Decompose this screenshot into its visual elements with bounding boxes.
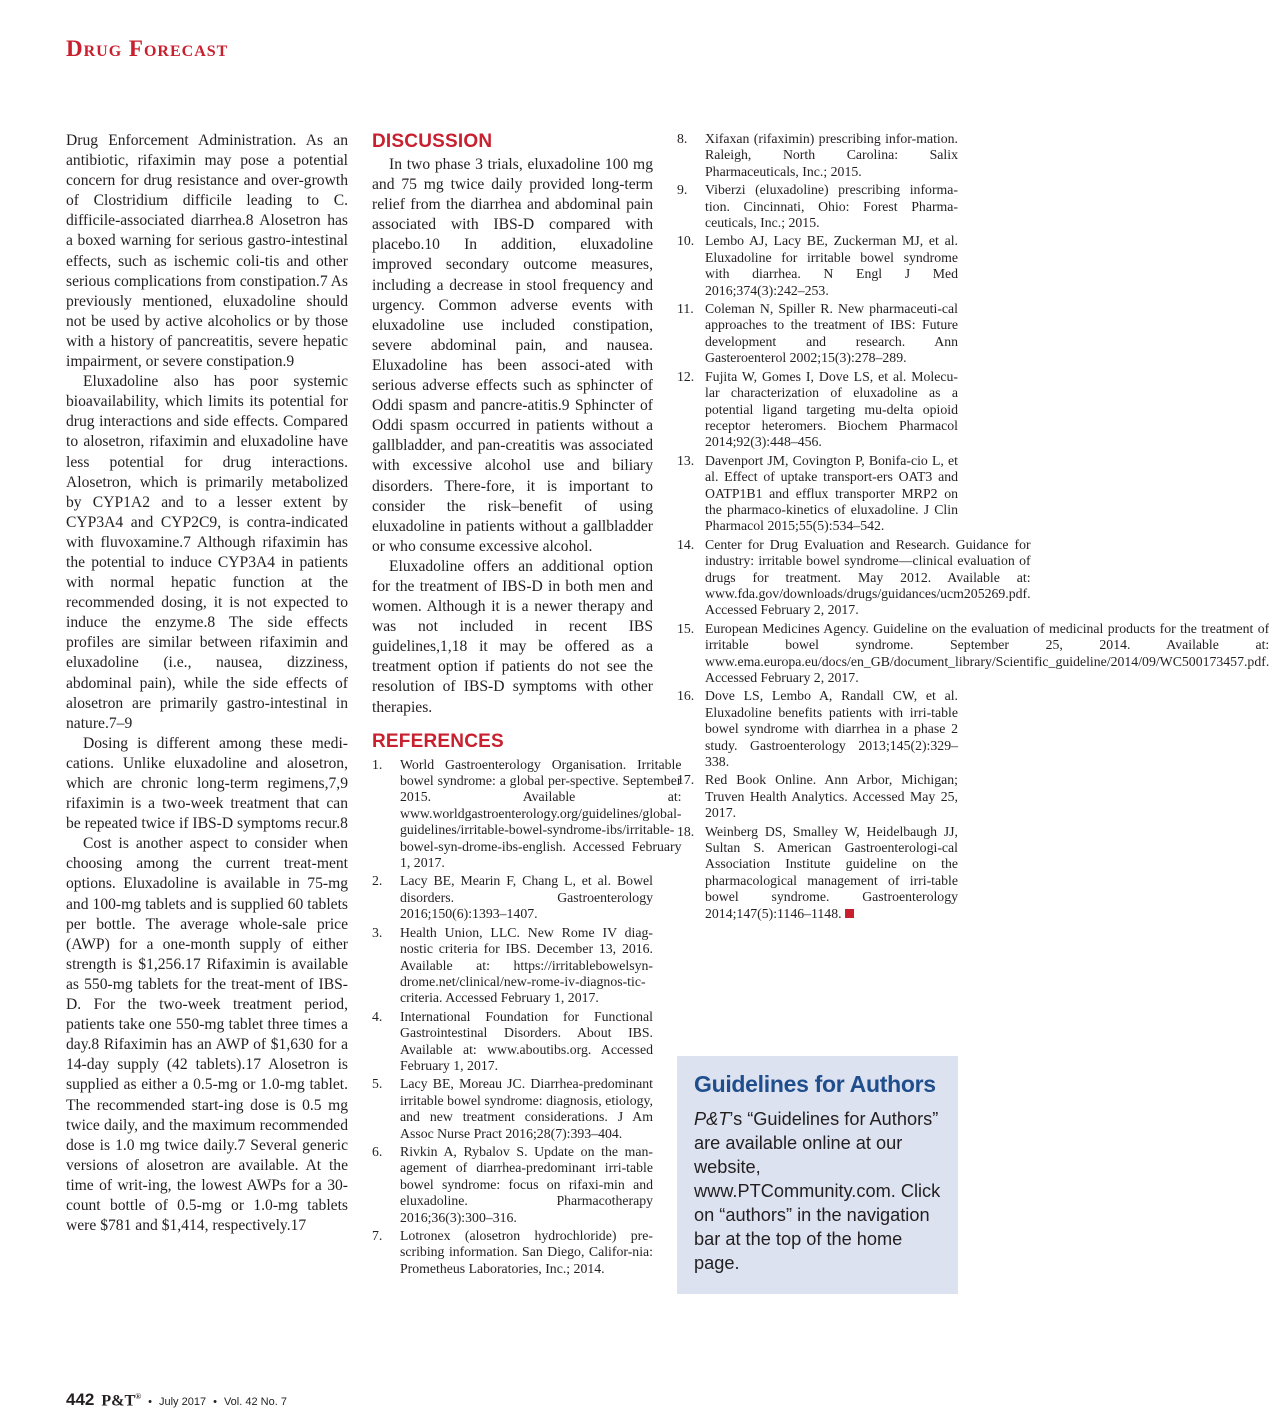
reference-number: 13. xyxy=(677,452,695,468)
reference-item xyxy=(677,536,1031,619)
reference-item xyxy=(677,233,958,299)
reference-number: 16. xyxy=(677,688,695,704)
end-of-article-mark xyxy=(845,909,854,918)
reference-item xyxy=(372,1009,653,1075)
box-text xyxy=(694,1107,942,1275)
running-header: Drug Forecast xyxy=(66,36,229,61)
reference-number: 11. xyxy=(677,301,694,317)
column-1 xyxy=(66,131,348,1236)
reference-item xyxy=(677,131,958,180)
reference-text: Xifaxan (rifaximin) prescribing infor-mation. Raleigh, North Carolina: Salix Pharmaceuticals, Inc.; 2015. xyxy=(705,131,958,179)
issue-date: July 2017 xyxy=(159,1396,207,1408)
reference-item xyxy=(372,756,682,872)
reference-text: Rivkin A, Rybalov S. Update on the man-agement of diarrhea-predominant irri-table bowel syndrome: focus on rifaxi-min and eluxadoline. Pharmacotherapy 2016;36(3):300–316. xyxy=(400,1143,653,1225)
volume-info: Vol. 42 No. 7 xyxy=(223,1396,287,1408)
reference-item xyxy=(372,1076,653,1142)
reference-number: 7. xyxy=(372,1228,383,1243)
reference-item xyxy=(372,873,653,922)
reference-text: Red Book Online. Ann Arbor, Michigan; Truven Health Analytics. Accessed May 25, 2017. xyxy=(705,772,958,821)
page-number: 442 xyxy=(66,1390,95,1409)
reference-text: Center for Drug Evaluation and Research. Guidance for industry: irritable bowel syndrome—clinical evaluation of drugs for treatment. May 2012. Available at: www.fda.gov/downloads/drugs/guidances/ucm205269.pdf. Accessed February 2, 2017. xyxy=(705,536,1031,618)
body-paragraph: In two phase 3 trials, eluxadoline 100 mg and 75 mg twice daily provided long-term relief from the diarrhea and abdominal pain associated with IBS-D compared with placebo.10 In addition, eluxadoline improved secondary outcome measures, including a decrease in stool frequency and urgency. Common adverse events with eluxadoline use included constipation, severe abdominal pain, and nausea. Eluxadoline has been associ-ated with serious adverse effects such as sphincter of Oddi spasm and pancre-atitis.9 Sphincter of Oddi spasm occurred in patients without a gallbladder, and pan-creatitis was associated with excessive alcohol use and biliary disorders. There-fore, it is important to consider the risk–benefit of using eluxadoline in patients without a gallbladder or who consume excessive alcohol. xyxy=(372,156,653,555)
reference-item xyxy=(677,369,958,451)
reference-number: 3. xyxy=(372,924,383,940)
reference-text: Lotronex (alosetron hydrochloride) pre-scribing information. San Diego, Califor-nia: Prometheus Laboratories, Inc.; 2014. xyxy=(400,1228,653,1276)
reference-item xyxy=(677,824,958,922)
reference-item xyxy=(372,1228,653,1277)
column-2 xyxy=(372,131,682,1279)
reference-item xyxy=(677,772,958,821)
reference-number: 10. xyxy=(677,233,695,249)
body-paragraph: Dosing is different among these medi-cations. Unlike eluxadoline and alosetron, which are chronic long-term regimens,7,9 rifaximin is a two-week treatment that can be repeated twice if IBS-D symptoms recur.8 xyxy=(66,734,348,833)
body-paragraph: Eluxadoline also has poor systemic bioavailability, which limits its potential for drug interactions and side effects. Compared to alosetron, rifaximin and eluxadoline have less potential for drug interactions. Alosetron, which is primarily metabolized by CYP1A2 and to a lesser extent by CYP3A4 and CYP2C9, is contra-indicated with fluvoxamine.7 Although rifaximin has the potential to induce CYP3A4 in patients with normal hepatic function at the recommended dosing, it is not expected to induce the enzyme.8 The side effects profiles are similar between rifaximin and eluxadoline (i.e., nausea, dizziness, abdominal pain), while the side effects of alosetron are primarily gastro-intestinal in nature.7–9 xyxy=(66,373,348,732)
page-footer xyxy=(66,1390,287,1410)
reference-number: 18. xyxy=(677,823,695,839)
reference-text: Lembo AJ, Lacy BE, Zuckerman MJ, et al. Eluxadoline for irritable bowel syndrome with diarrhea. N Engl J Med 2016;374(3):242–253. xyxy=(705,233,958,298)
body-paragraph: Drug Enforcement Administration. As an antibiotic, rifaximin may pose a potential concern for drug resistance and over-growth of Clostridium difficile leading to C. difficile-associated diarrhea.8 Alosetron has a boxed warning for serious gastro-intestinal effects, such as ischemic coli-tis and other serious complications from constipation.7 As previously mentioned, eluxadoline should not be used by active alcoholics or by those with a history of pancreatitis, severe hepatic impairment, or severe constipation.9 xyxy=(66,132,348,371)
reference-text: Coleman N, Spiller R. New pharmaceuti-cal approaches to the treatment of IBS: Future development and research. Ann Gasteroenterol 2002;15(3):278–289. xyxy=(705,301,958,366)
registered-mark: ® xyxy=(135,1391,142,1401)
reference-text: Dove LS, Lembo A, Randall CW, et al. Eluxadoline benefits patients with irri-table bowel syndrome with diarrhea in a phase 2 study. Gastroenterology 2013;145(2):329–338. xyxy=(705,688,958,770)
reference-item xyxy=(677,620,1269,687)
journal-name: P&T xyxy=(694,1109,730,1129)
reference-item xyxy=(677,453,958,535)
reference-item xyxy=(677,301,958,367)
reference-number: 14. xyxy=(677,536,695,552)
reference-text: Weinberg DS, Smalley W, Heidelbaugh JJ, Sultan S. American Gastroenterologi-cal Association Institute guideline on the pharmacological management of irri-table bowel syndrome. Gastroenterology 2014;147(5):1146–1148. xyxy=(705,823,958,921)
reference-list-a xyxy=(372,756,682,1278)
reference-number: 2. xyxy=(372,873,383,889)
reference-text: Davenport JM, Covington P, Bonifa-cio L, et al. Effect of uptake transport-ers OAT3 and OATP1B1 and efflux transporter MRP2 on the pharmaco-kinetics of eluxadoline. J Clin Pharmacol 2015;55(5):534–542. xyxy=(705,452,958,534)
reference-text: Health Union, LLC. New Rome IV diag-nostic criteria for IBS. December 13, 2016. Available at: https://irritablebowelsyn-drome.net/clinical/new-rome-iv-diagnos-tic-criteria. Accessed February 1, 2017. xyxy=(400,924,653,1006)
separator: • xyxy=(213,1396,217,1408)
reference-number: 1. xyxy=(372,756,383,772)
journal-title xyxy=(101,1392,141,1410)
body-paragraph: Eluxadoline offers an additional option for the treatment of IBS-D in both men and women. Although it is a newer therapy and was not included in recent IBS guidelines,1,18 it may be offered as a treatment option if patients do not see the resolution of IBS-D symptoms with other therapies. xyxy=(372,557,653,716)
reference-text: Lacy BE, Moreau JC. Diarrhea-predominant irritable bowel syndrome: diagnosis, etiology, and new treatment considerations. J Am Assoc Nurse Pract 2016;28(7):393–404. xyxy=(400,1076,653,1141)
references-heading: REFERENCES xyxy=(372,730,504,752)
reference-number: 15. xyxy=(677,620,695,636)
reference-text: European Medicines Agency. Guideline on the evaluation of medicinal products for the treatment of irritable bowel syndrome. September 25, 2014. Available at: www.ema.europa.eu/docs/en_GB/document_library/Scientific_guideline/2014/09/WC500173457.pdf. Accessed February 2, 2017. xyxy=(705,620,1269,685)
reference-item xyxy=(677,688,958,770)
column-3 xyxy=(677,131,1269,924)
reference-number: 17. xyxy=(677,772,695,788)
reference-text: Fujita W, Gomes I, Dove LS, et al. Molecu-lar characterization of eluxadoline as a potential ligand targeting mu-delta opioid receptor heteromers. Biochem Pharmacol 2014;92(3):448–456. xyxy=(705,368,958,450)
reference-text: World Gastroenterology Organisation. Irritable bowel syndrome: a global per-spective. September 2015. Available at: www.worldgastroenterology.org/guidelines/global-guidelines/irritable-bowel-syndrome-ibs/irritable-bowel-syn-drome-ibs-english. Accessed February 1, 2017. xyxy=(400,756,682,871)
reference-number: 9. xyxy=(677,182,688,198)
body-paragraph: Cost is another aspect to consider when choosing among the current treat-ment options. Eluxadoline is available in 75-mg and 100-mg tablets and is supplied 60 tablets per bottle. The average whole-sale price (AWP) for a one-month supply of either strength is $1,256.17 Rifaximin is available as 550-mg tablets for the treat-ment of IBS-D. For the two-week treatment period, patients take one 550-mg tablet three times a day.8 Rifaximin has an AWP of $1,630 for a 14-day supply (42 tablets).17 Alosetron is supplied as either a 0.5-mg or 1.0-mg tablet. The recommended start-ing dose is 0.5 mg twice daily, and the maximum recommended dose is 1.0 mg twice daily.7 Several generic versions of alosetron are available. At the time of writ-ing, the lowest AWPs for a 30-count bottle of 0.5-mg or 1.0-mg tablets were $781 and $1,414, respectively.17 xyxy=(66,835,348,1235)
discussion-heading: DISCUSSION xyxy=(372,131,493,152)
box-body: ’s “Guidelines for Authors” are available online at our website, www.PTCommunity.com. Click on “authors” in the navigation bar at the top of the home page. xyxy=(694,1109,941,1273)
reference-item xyxy=(372,925,653,1007)
box-title: Guidelines for Authors xyxy=(694,1071,936,1097)
reference-number: 6. xyxy=(372,1143,383,1159)
separator: • xyxy=(148,1396,152,1408)
reference-text: Lacy BE, Mearin F, Chang L, et al. Bowel disorders. Gastroenterology 2016;150(6):1393–1407. xyxy=(400,873,653,922)
reference-text: International Foundation for Functional Gastrointestinal Disorders. About IBS. Available at: www.aboutibs.org. Accessed February 1, 2017. xyxy=(400,1008,653,1073)
journal-name: P&T xyxy=(101,1392,136,1409)
reference-number: 5. xyxy=(372,1076,383,1092)
reference-item xyxy=(677,182,958,231)
reference-number: 12. xyxy=(677,368,695,384)
reference-number: 4. xyxy=(372,1008,383,1024)
reference-list-b xyxy=(677,131,1269,922)
guidelines-for-authors-box xyxy=(677,1056,958,1294)
reference-number: 8. xyxy=(677,131,688,146)
reference-text: Viberzi (eluxadoline) prescribing informa-tion. Cincinnati, Ohio: Forest Pharma-ceuticals, Inc.; 2015. xyxy=(705,182,958,231)
reference-item xyxy=(372,1144,653,1226)
